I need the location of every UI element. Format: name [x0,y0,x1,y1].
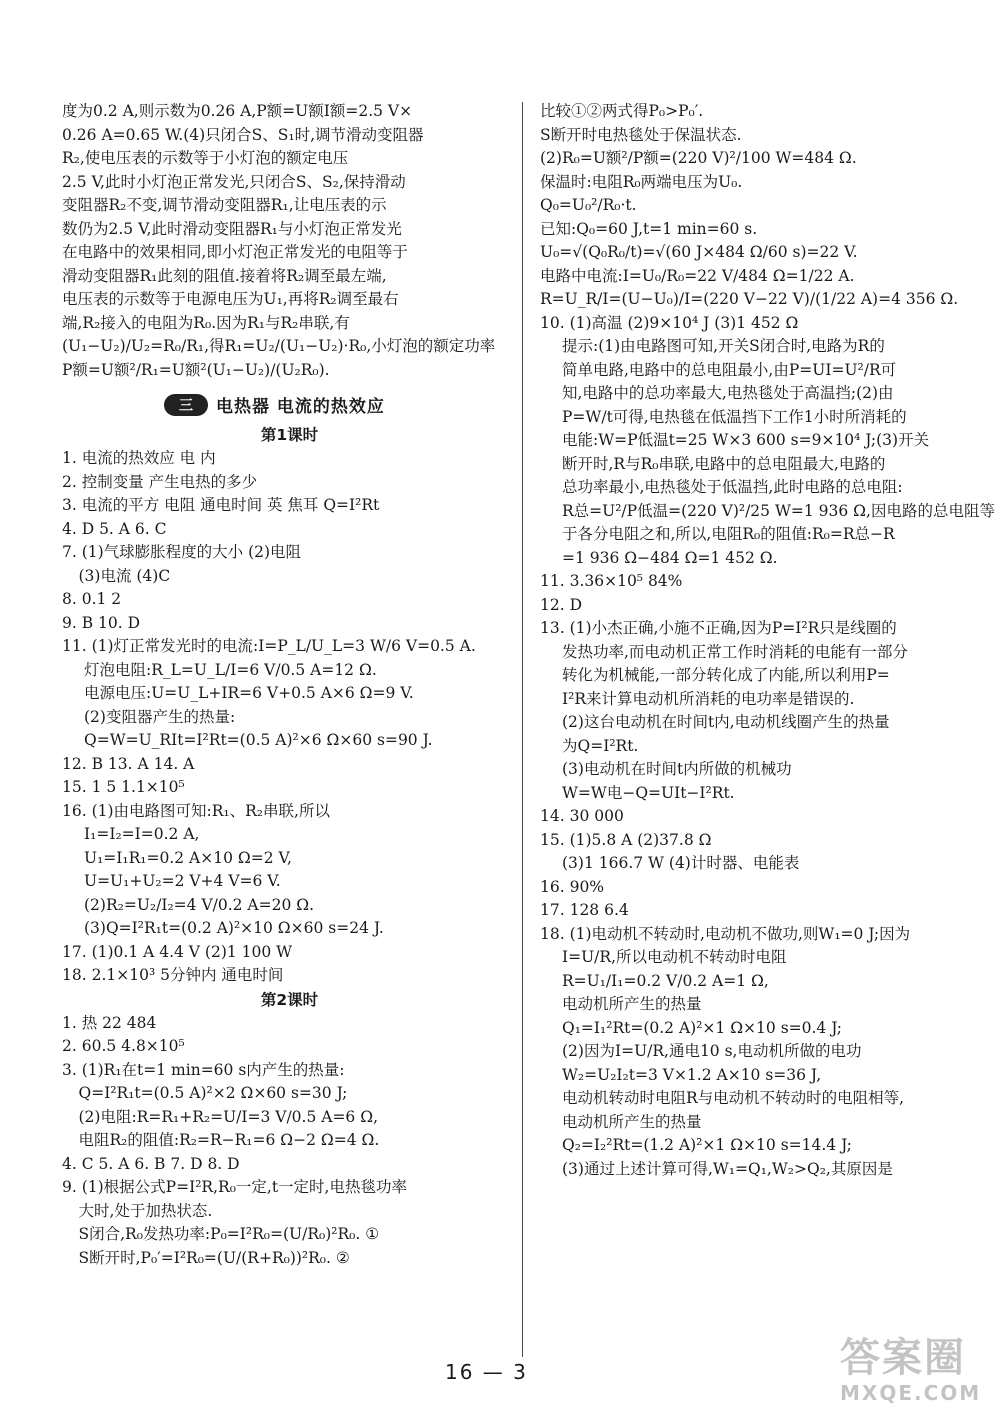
answer-line: 1. 热 22 484 [62,1013,157,1032]
answer-line: 电源电压:U=U_L+IR=6 V+0.5 A×6 Ω=9 V. [84,684,414,702]
answer-line: (3)1 166.7 W (4)计时器、电能表 [562,854,800,872]
answer-line: 16. 90% [540,877,605,896]
answer-line: S断开时电热毯处于保温状态. [540,125,742,144]
left-top-block [62,100,517,382]
answer-line: 灯泡电阻:R_L=U_L/I=6 V/0.5 A=12 Ω. [84,660,377,679]
answer-line: 大时,处于加热状态. [78,1201,213,1220]
answer-line: 电动机转动时电阻R与电动机不转动时的电阻相等, [562,1089,905,1107]
answer-line: 18. (1)电动机不转动时,电动机不做功,则W₁=0 J;因为 [540,924,911,943]
text-line: P额=U额²/R₁=U额²(U₁−U₂)/(U₂R₀). [62,360,330,379]
answer-line: (2)R₂=U₂/I₂=4 V/0.2 A=20 Ω. [84,895,315,914]
answer-line: R总=U²/P低温=(220 V)²/25 W=1 936 Ω,因电路的总电阻等 [562,501,995,520]
answer-line: 8. 0.1 2 [62,590,122,608]
text-line: 变阻器R₂不变,调节滑动变阻器R₁,让电压表的示 [62,196,387,214]
answer-line: 总功率最小,电热毯处于低温挡,此时电路的总电阻: [562,478,903,496]
answer-line: 11. (1)灯正常发光时的电流:I=P_L/U_L=3 W/6 V=0.5 A. [62,637,476,655]
answer-line: 16. (1)由电路图可知:R₁、R₂串联,所以 [62,801,330,820]
answer-line: 2. 60.5 4.8×10⁵ [62,1037,185,1055]
answer-line: U₀=√(Q₀R₀/t)=√(60 J×484 Ω/60 s)=22 V. [540,243,858,261]
answer-line: 17. 128 6.4 [540,901,629,919]
answer-line: 10. (1)高温 (2)9×10⁴ J (3)1 452 Ω [540,313,799,332]
text-line: 度为0.2 A,则示数为0.26 A,P额=U额I额=2.5 V× [62,102,413,120]
answer-line: 比较①②两式得P₀>P₀′. [540,102,704,120]
answer-line: (2)这台电动机在时间t内,电动机线圈产生的热量 [562,713,890,731]
lesson-1-title: 第1课时 [260,426,319,444]
answer-line: 1. 电流的热效应 电 内 [62,449,216,467]
answer-line: 电动机所产生的热量 [562,1112,702,1131]
answer-line: I₁=I₂=I=0.2 A, [84,825,200,843]
watermark-top: 答案圈 [840,1335,966,1381]
answer-line: 15. (1)5.8 A (2)37.8 Ω [540,830,712,849]
section-title: 电热器 电流的热效应 [216,397,385,417]
section-header [164,392,517,417]
answer-line: W=W电−Q=UIt−I²Rt. [562,783,735,802]
text-line: 在电路中的效果相同,即小灯泡正常发光的电阻等于 [62,243,408,261]
answer-line: 电能:W=P低温t=25 W×3 600 s=9×10⁴ J;(3)开关 [562,431,930,449]
column-divider [522,102,523,1357]
answer-line: (2)电阻:R=R₁+R₂=U/I=3 V/0.5 A=6 Ω, [78,1107,379,1126]
answer-line: 17. (1)0.1 A 4.4 V (2)1 100 W [62,942,293,961]
answer-line: (3)通过上述计算可得,W₁=Q₁,W₂>Q₂,其原因是 [562,1159,893,1178]
answer-line: (3)Q=I²R₁t=(0.2 A)²×10 Ω×60 s=24 J. [84,919,384,937]
right-column [540,100,995,1181]
answer-line: 12. D [540,595,583,614]
answer-line: I²R来计算电动机所消耗的电功率是错误的. [562,689,855,708]
answer-line: R=U₁/I₁=0.2 V/0.2 A=1 Ω, [562,971,769,990]
answer-line: Q=W=U_RIt=I²Rt=(0.5 A)²×6 Ω×60 s=90 J. [84,731,433,749]
answer-line: 转化为机械能,一部分转化成了内能,所以利用P= [562,666,890,684]
right-answers [540,100,995,1181]
page-number: 16 — 3 [445,1360,528,1384]
answer-line: U₁=I₁R₁=0.2 A×10 Ω=2 V, [84,848,292,867]
answer-line: 14. 30 000 [540,807,624,825]
answer-line: 11. 3.36×10⁵ 84% [540,572,683,590]
text-line: 电压表的示数等于电源电压为U₁,再将R₂调至最右 [62,290,399,308]
answer-line: Q₁=I₁²Rt=(0.2 A)²×1 Ω×10 s=0.4 J; [562,1018,843,1037]
answer-line: 保温时:电阻R₀两端电压为U₀. [540,172,743,191]
answer-line: (2)R₀=U额²/P额=(220 V)²/100 W=484 Ω. [540,149,857,167]
section-badge: 三 [164,394,208,416]
answer-line: 4. C 5. A 6. B 7. D 8. D [62,1154,240,1173]
answer-line: Q=I²R₁t=(0.5 A)²×2 Ω×60 s=30 J; [78,1084,348,1102]
answer-line: 15. 1 5 1.1×10⁵ [62,778,185,796]
answer-line: 于各分电阻之和,所以,电阻R₀的阻值:R₀=R总−R [562,525,895,543]
answer-line: 电阻R₂的阻值:R₂=R−R₁=6 Ω−2 Ω=4 Ω. [78,1131,380,1149]
answer-line: 9. B 10. D [62,613,141,632]
answer-line: S断开时,P₀′=I²R₀=(U/(R+R₀))²R₀. ② [78,1248,350,1267]
answer-line: Q₀=U₀²/R₀·t. [540,196,637,214]
text-line: 数仍为2.5 V,此时滑动变阻器R₁与小灯泡正常发光 [62,219,402,238]
answer-line: 12. B 13. A 14. A [62,754,195,773]
answer-line: W₂=U₂I₂t=3 V×1.2 A×10 s=36 J, [562,1065,822,1084]
answer-line: 断开时,R与R₀串联,电路中的总电阻最大,电路的 [562,454,886,473]
answer-line: 已知:Q₀=60 J,t=1 min=60 s. [540,219,758,238]
answer-line: U=U₁+U₂=2 V+4 V=6 V. [84,872,281,890]
answer-line: 为Q=I²Rt. [562,736,639,755]
answer-line: R=U_R/I=(U−U₀)/I=(220 V−22 V)/(1/22 A)=4 356 Ω. [540,290,959,308]
answer-line: (3)电流 (4)C [78,566,171,585]
answer-line: Q₂=I₂²Rt=(1.2 A)²×1 Ω×10 s=14.4 J; [562,1136,852,1154]
left-column [62,100,517,1270]
watermark-logo [840,1335,990,1417]
answer-line: S闭合,R₀发热功率:P₀=I²R₀=(U/R₀)²R₀. ① [78,1225,380,1243]
answer-line: 9. (1)根据公式P=I²R,R₀一定,t一定时,电热毯功率 [62,1178,407,1196]
answer-line: 发热功率,而电动机正常工作时消耗的电能有一部分 [562,642,908,661]
answer-line: 简单电路,电路中的总电阻最小,由P=UI=U²/R可 [562,360,897,379]
answer-line: 提示:(1)由电路图可知,开关S闭合时,电路为R的 [562,337,885,355]
text-line: (U₁−U₂)/U₂=R₀/R₁,得R₁=U₂/(U₁−U₂)·R₀,小灯泡的额定功率 [62,337,496,355]
text-line: 2.5 V,此时小灯泡正常发光,只闭合S、S₂,保持滑动 [62,172,406,191]
answer-line: (2)变阻器产生的热量: [84,707,236,726]
lesson-2-answers [62,1012,517,1271]
watermark-bottom: MXQE.COM [840,1381,982,1405]
answer-line: I=U/R,所以电动机不转动时电阻 [562,948,787,966]
answer-line: 知,电路中的总功率最大,电热毯处于高温挡;(2)由 [562,384,894,402]
lesson-1-answers [62,447,517,988]
text-line: 0.26 A=0.65 W.(4)只闭合S、S₁时,调节滑动变阻器 [62,125,424,144]
text-line: 端,R₂接入的电阻为R₀.因为R₁与R₂串联,有 [62,313,350,332]
text-line: 滑动变阻器R₁此刻的阻值.接着将R₂调至最左端, [62,266,387,285]
answer-line: 13. (1)小杰正确,小施不正确,因为P=I²R只是线圈的 [540,619,897,637]
answer-line: 3. 电流的平方 电阻 通电时间 英 焦耳 Q=I²Rt [62,496,380,514]
answer-line: =1 936 Ω−484 Ω=1 452 Ω. [562,548,778,567]
text-line: R₂,使电压表的示数等于小灯泡的额定电压 [62,149,349,167]
answer-line: P=W/t可得,电热毯在低温挡下工作1小时所消耗的 [562,407,907,426]
answer-line: 电动机所产生的热量 [562,995,702,1013]
answer-line: 4. D 5. A 6. C [62,519,167,538]
answer-line: 3. (1)R₁在t=1 min=60 s内产生的热量: [62,1060,345,1079]
lesson-2-title: 第2课时 [260,990,319,1009]
answer-line: 7. (1)气球膨胀程度的大小 (2)电阻 [62,543,302,561]
answer-line: 电路中电流:I=U₀/R₀=22 V/484 Ω=1/22 A. [540,266,855,285]
answer-line: (2)因为I=U/R,通电10 s,电动机所做的电功 [562,1042,862,1060]
answer-line: 18. 2.1×10³ 5分钟内 通电时间 [62,966,284,984]
answer-line: 2. 控制变量 产生电热的多少 [62,472,258,491]
answer-line: (3)电动机在时间t内所做的机械功 [562,760,792,778]
